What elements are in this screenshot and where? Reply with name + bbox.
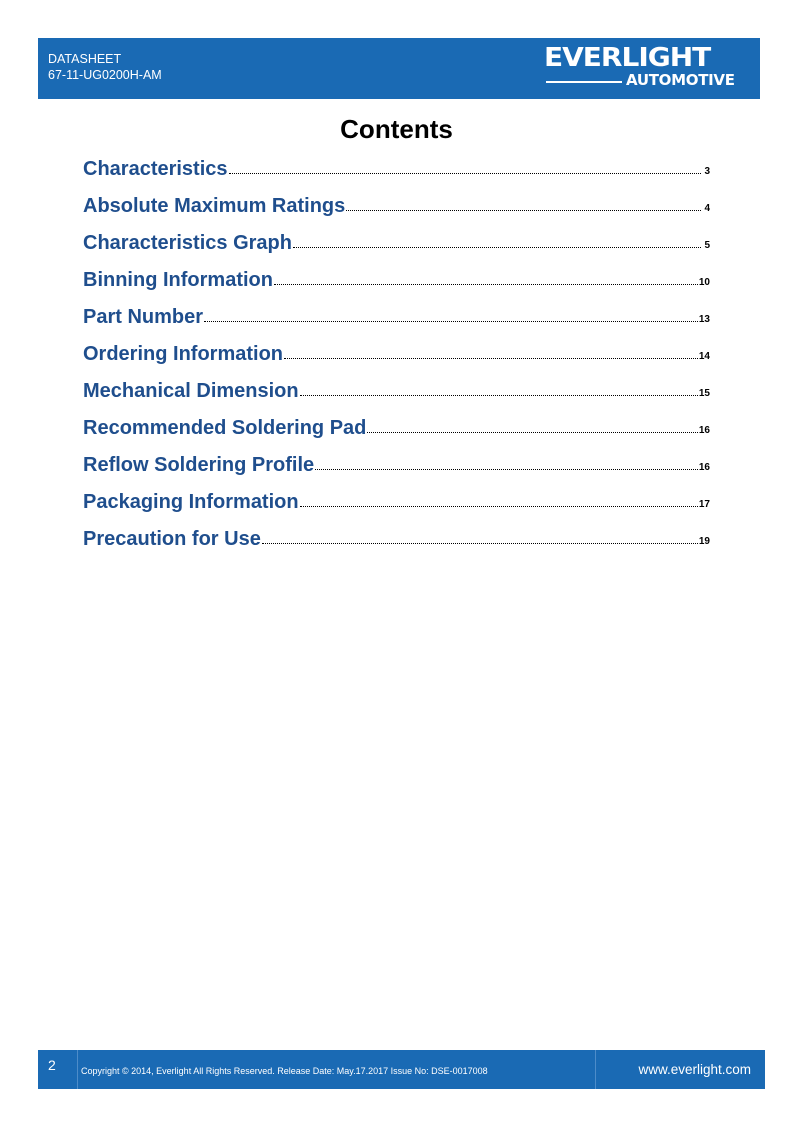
toc-leader: [346, 209, 701, 211]
toc-leader: [293, 246, 701, 248]
copyright-text: Copyright © 2014, Everlight All Rights Reserved. Release Date: May.17.2017 Issue No: DSE-0017008: [81, 1066, 488, 1076]
toc-leader: [204, 320, 698, 322]
automotive-logo: AUTOMOTIVE: [626, 71, 735, 89]
toc-leader: [300, 394, 698, 396]
toc-page-number: 14: [698, 351, 710, 362]
toc-entry-reflow-soldering-profile[interactable]: [83, 442, 710, 479]
footer-divider: [77, 1050, 78, 1089]
toc-leader: [262, 542, 698, 544]
toc-entry-mechanical-dimension[interactable]: [83, 368, 710, 405]
toc-entry-packaging-information[interactable]: [83, 479, 710, 516]
toc-label: Characteristics Graph: [83, 232, 292, 254]
toc-page-number: 13: [698, 314, 710, 325]
toc-label: Absolute Maximum Ratings: [83, 195, 346, 217]
toc-label: Binning Information: [83, 269, 273, 291]
toc-label: Characteristics: [83, 158, 228, 180]
toc-leader: [274, 283, 698, 285]
toc-label: Part Number: [83, 306, 204, 328]
footer-divider: [595, 1050, 596, 1089]
toc-label: Packaging Information: [83, 491, 299, 513]
logo-divider: [546, 81, 622, 83]
toc-page-number: 10: [698, 277, 710, 288]
toc-entry-absolute-maximum-ratings[interactable]: [83, 183, 710, 220]
toc-page-number: 19: [698, 536, 710, 547]
toc-page-number: 16: [698, 425, 710, 436]
toc-leader: [300, 505, 698, 507]
toc-page-number: 16: [698, 462, 710, 473]
table-of-contents: [83, 146, 710, 553]
toc-label: Mechanical Dimension: [83, 380, 299, 402]
toc-label: Reflow Soldering Profile: [83, 454, 315, 476]
toc-entry-characteristics[interactable]: [83, 146, 710, 183]
footer-bar: [38, 1050, 765, 1089]
toc-entry-binning-information[interactable]: [83, 257, 710, 294]
website-link[interactable]: www.everlight.com: [638, 1062, 751, 1077]
toc-entry-part-number[interactable]: [83, 294, 710, 331]
toc-label: Precaution for Use: [83, 528, 261, 550]
toc-page-number: 17: [698, 499, 710, 510]
toc-entry-precaution-for-use[interactable]: [83, 516, 710, 553]
toc-leader: [284, 357, 698, 359]
toc-page-number: 5: [704, 240, 710, 251]
toc-leader: [229, 172, 701, 174]
toc-page-number: 3: [704, 166, 710, 177]
toc-leader: [367, 431, 697, 433]
doc-type-label: DATASHEET: [48, 52, 122, 66]
toc-label: Recommended Soldering Pad: [83, 417, 367, 439]
header-bar: [38, 38, 760, 99]
toc-entry-recommended-soldering-pad[interactable]: [83, 405, 710, 442]
page-title: Contents: [340, 114, 453, 144]
toc-label: Ordering Information: [83, 343, 283, 365]
toc-entry-ordering-information[interactable]: [83, 331, 710, 368]
toc-page-number: 4: [704, 203, 710, 214]
page-number: 2: [48, 1057, 56, 1073]
part-number-label: 67-11-UG0200H-AM: [48, 68, 162, 82]
toc-entry-characteristics-graph[interactable]: [83, 220, 710, 257]
toc-page-number: 15: [698, 388, 710, 399]
everlight-logo: EVERLIGHT: [544, 42, 711, 73]
toc-leader: [315, 468, 698, 470]
